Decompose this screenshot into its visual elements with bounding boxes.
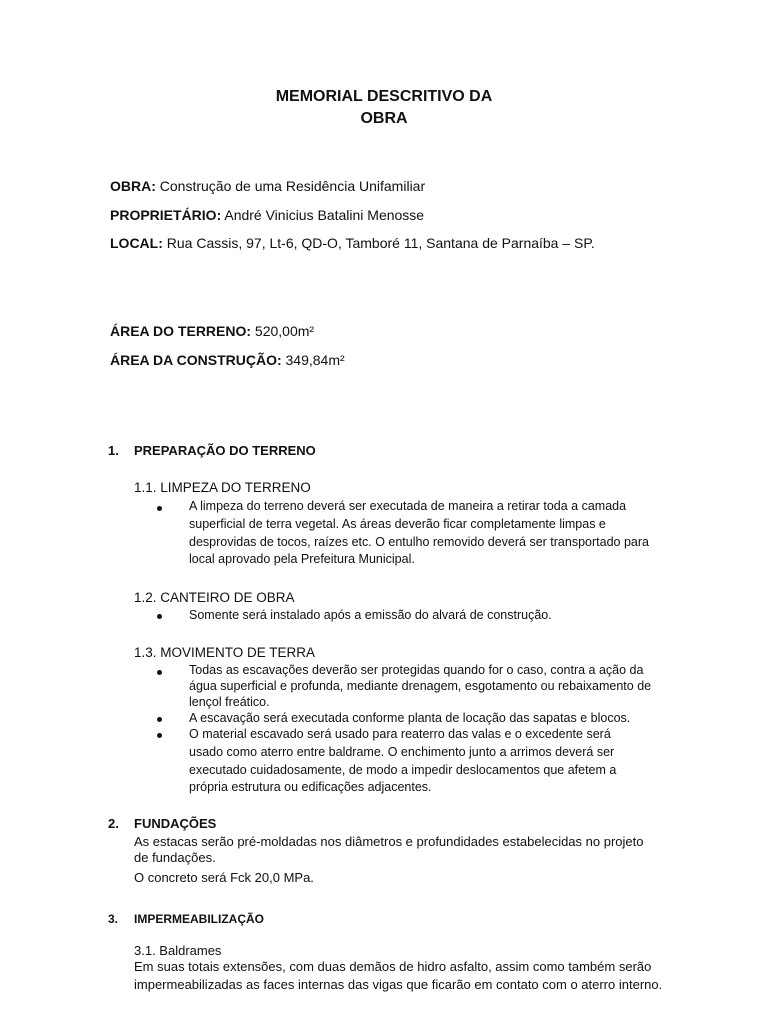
document-title-line1: MEMORIAL DESCRITIVO DA bbox=[275, 88, 493, 105]
subsection-heading-1-1: 1.1. LIMPEZA DO TERRENO bbox=[134, 480, 311, 495]
field-value: 520,00m² bbox=[251, 323, 315, 339]
section-title: FUNDAÇÕES bbox=[134, 816, 217, 831]
bullet-marker bbox=[157, 670, 162, 675]
field-value: 349,84m² bbox=[281, 352, 345, 368]
field-local bbox=[110, 235, 595, 251]
bullet-marker bbox=[157, 733, 162, 738]
field-area-construcao bbox=[110, 352, 345, 368]
section-number: 3. bbox=[108, 912, 119, 926]
section-heading-1 bbox=[108, 443, 316, 458]
subsection-heading-3-1: 3.1. Baldrames bbox=[134, 943, 222, 958]
bullet-item: Somente será instalado após a emissão do alvará de construção. bbox=[189, 608, 552, 622]
section-number: 1. bbox=[108, 443, 119, 458]
field-label: OBRA: bbox=[110, 178, 156, 194]
document-title-line2: OBRA bbox=[360, 110, 408, 127]
field-value: Construção de uma Residência Unifamiliar bbox=[155, 178, 426, 194]
bullet-marker bbox=[157, 506, 162, 511]
section-number: 2. bbox=[108, 816, 119, 831]
bullet-marker bbox=[157, 717, 162, 722]
bullet-item: A limpeza do terreno deverá ser executada de maneira a retirar toda a camada superficial de terra vegetal. As áreas deverão ficar completamente limpas e desprovidas de tocos, raízes etc. O entulho removido deverá ser transportado para local aprovado pela Prefeitura Municipal. bbox=[189, 499, 649, 567]
field-area-terreno bbox=[110, 323, 314, 339]
field-label: LOCAL: bbox=[110, 235, 163, 251]
subsection-heading-1-2: 1.2. CANTEIRO DE OBRA bbox=[134, 590, 295, 605]
field-label: ÁREA DA CONSTRUÇÃO: bbox=[110, 352, 282, 368]
paragraph: Em suas totais extensões, com duas demãos de hidro asfalto, assim como também serão impermeabilizadas as faces internas das vigas que ficarão em contato com o aterro interno. bbox=[134, 959, 663, 992]
field-label: PROPRIETÁRIO: bbox=[110, 207, 222, 223]
section-title: PREPARAÇÃO DO TERRENO bbox=[134, 443, 316, 458]
section-heading-2 bbox=[108, 816, 216, 831]
field-label: ÁREA DO TERRENO: bbox=[110, 323, 252, 339]
paragraph: O concreto será Fck 20,0 MPa. bbox=[134, 870, 314, 885]
field-obra bbox=[110, 178, 425, 194]
section-title: IMPERMEABILIZAÇÃO bbox=[134, 912, 264, 926]
subsection-heading-1-3: 1.3. MOVIMENTO DE TERRA bbox=[134, 645, 316, 660]
field-proprietario bbox=[110, 207, 424, 223]
paragraph: As estacas serão pré-moldadas nos diâmetros e profundidades estabelecidas no projeto de fundações. bbox=[134, 834, 644, 865]
bullet-item: Todas as escavações deverão ser protegidas quando for o caso, contra a ação da água superficial e profunda, mediante drenagem, esgotamento ou rebaixamento de lençol freático. bbox=[189, 663, 652, 709]
field-value: André Vinicius Batalini Menosse bbox=[221, 207, 425, 223]
section-heading-3 bbox=[108, 912, 264, 926]
field-value: Rua Cassis, 97, Lt-6, QD-O, Tamboré 11, Santana de Parnaíba – SP. bbox=[162, 235, 595, 251]
bullet-item: O material escavado será usado para reaterro das valas e o excedente será usado como aterro entre baldrame. O enchimento junto a arrimos deverá ser executado cuidadosamente, de modo a impedir deslocamentos que afetem a própria estrutura ou edificações adjacentes. bbox=[189, 727, 617, 795]
bullet-marker bbox=[157, 614, 162, 619]
bullet-item: A escavação será executada conforme planta de locação das sapatas e blocos. bbox=[189, 711, 631, 725]
